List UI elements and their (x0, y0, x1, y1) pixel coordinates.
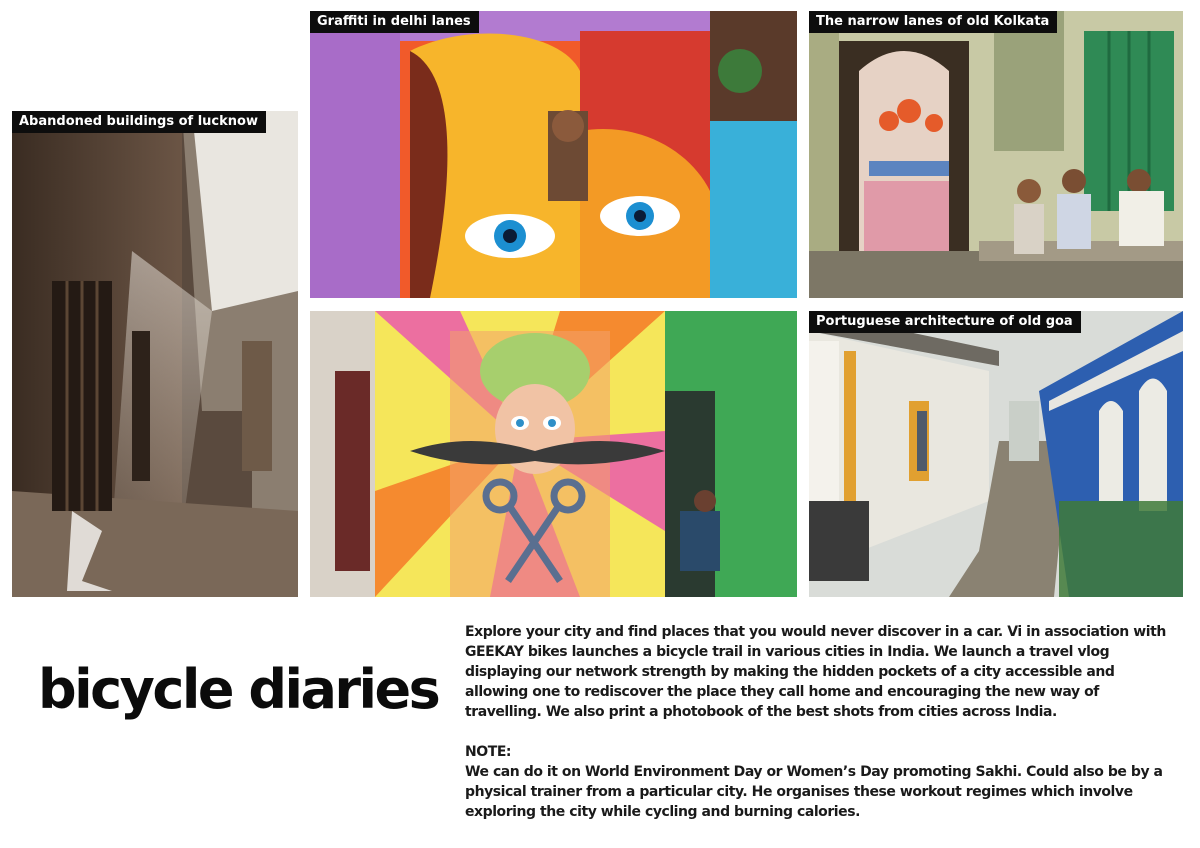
note-paragraph: We can do it on World Environment Day or Women’s Day promoting Sakhi. Could also be by a physical trainer from a particular city. He organises these workout regimes which involve exploring the city while cycling and burning calories. (465, 764, 1163, 820)
description-paragraph: Explore your city and find places that you would never discover in a car. Vi in association with GEEKAY bikes launches a bicycle trail in various cities in India. We launch a travel vlog displaying our network strength by making the hidden pockets of a city accessible and allowing one to rediscover the place they call home and encouraging the new way of travelling. We also print a photobook of the best shots from cities across India. (465, 624, 1166, 720)
photo-caption: Portuguese architecture of old goa (809, 311, 1081, 333)
note-label: NOTE: (465, 744, 512, 760)
page-title: bicycle diaries (38, 658, 439, 721)
photo-delhi (310, 11, 797, 298)
photo-caption: Graffiti in delhi lanes (310, 11, 479, 33)
photo-caption: The narrow lanes of old Kolkata (809, 11, 1057, 33)
lucknow-alley-image (12, 111, 298, 597)
photo-mural (310, 311, 797, 597)
photo-kolkata (809, 11, 1183, 298)
description-block (465, 622, 1175, 822)
photo-lucknow (12, 111, 298, 597)
photo-caption: Abandoned buildings of lucknow (12, 111, 266, 133)
kolkata-lanes-image (809, 11, 1183, 298)
delhi-graffiti-image (310, 11, 797, 298)
turban-mural-image (310, 311, 797, 597)
goa-street-image (809, 311, 1183, 597)
photo-goa (809, 311, 1183, 597)
